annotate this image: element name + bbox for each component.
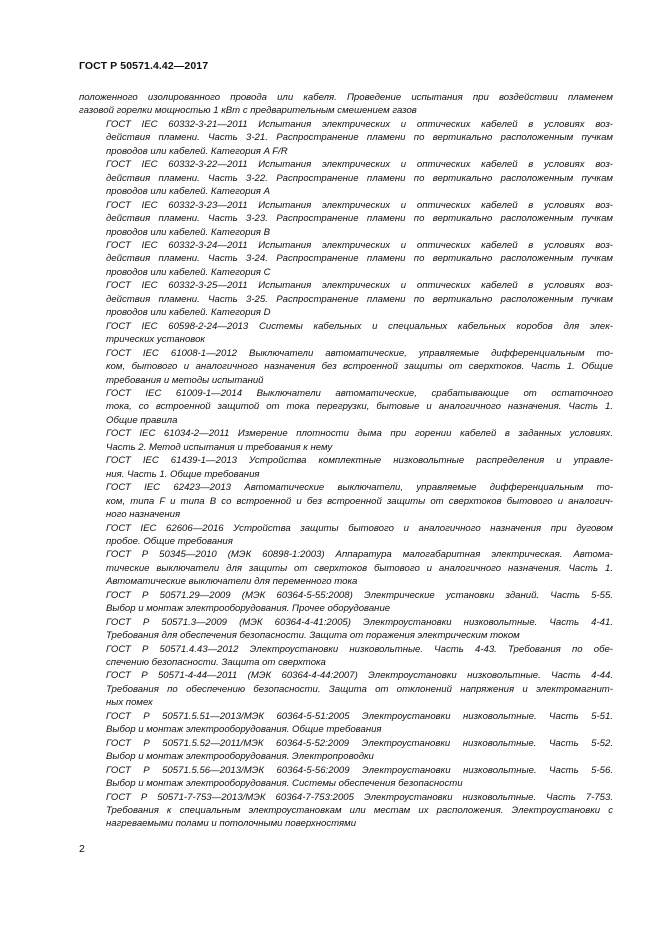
reference-text-line: ГОСТ IEC 60598-2-24—2013 Системы кабельных и специальных кабельных коробов для элек- xyxy=(106,320,613,332)
reference-entry xyxy=(79,279,613,319)
reference-entry xyxy=(79,481,613,521)
reference-entry xyxy=(79,347,613,387)
reference-text-line: тические выключатели для защиты от сверхтоков бытового и аналогичного назначения. Часть 1. xyxy=(106,562,613,574)
reference-entry xyxy=(79,669,613,709)
reference-text-line: ГОСТ IEC 60332-3-21—2011 Испытания электрических и оптических кабелей в условиях воз- xyxy=(106,118,613,130)
reference-entry xyxy=(79,427,613,454)
reference-entry xyxy=(79,548,613,588)
reference-text-line: Выбор и монтаж электрооборудования. Общие требования xyxy=(106,724,382,736)
reference-entry xyxy=(79,764,613,791)
reference-entry xyxy=(79,387,613,427)
reference-text-line: Требования для обеспечения безопасности. Защита от поражения электрическим током xyxy=(106,630,520,642)
reference-text-line: требования и методы испытаний xyxy=(106,374,264,386)
reference-entry xyxy=(79,158,613,198)
reference-entry xyxy=(79,737,613,764)
reference-text-line: ГОСТ IEC 61034-2—2011 Измерение плотности дыма при горении кабелей в заданных условиях. xyxy=(106,428,613,440)
reference-text-line: Выбор и монтаж электрооборудования. Системы обеспечения безопасности xyxy=(106,778,463,790)
reference-text-line: ГОСТ Р 50571-4-44—2011 (МЭК 60364-4-44:2007) Электроустановки низковольтные. Часть 4-44. xyxy=(106,670,613,682)
reference-text-line: ГОСТ IEC 60332-3-25—2011 Испытания электрических и оптических кабелей в условиях воз- xyxy=(106,280,613,292)
reference-text-line: проводов или кабелей. Категория A F/R xyxy=(106,145,288,157)
reference-text-line: проводов или кабелей. Категория С xyxy=(106,266,271,278)
reference-text-line: Требования к специальным электроустановкам или местам их расположения. Электроустановки с xyxy=(106,805,613,817)
reference-text-line: ГОСТ IEC 61439-1—2013 Устройства комплектные низковольтные распределения и управле- xyxy=(106,455,613,467)
reference-text-line: ГОСТ Р 50571.4.43—2012 Электроустановки низковольтные. Часть 4-43. Требования по обе- xyxy=(106,643,613,655)
reference-text-line: ГОСТ Р 50345—2010 (МЭК 60898-1:2003) Аппаратура малогабаритная электрическая. Автома- xyxy=(106,549,613,561)
reference-text-line: нагреваемыми полами и потолочными поверхностями xyxy=(106,818,357,830)
reference-text-line: Часть 2. Метод испытания и требования к нему xyxy=(106,441,333,453)
reference-entry xyxy=(79,710,613,737)
reference-text-line: проводов или кабелей. Категория В xyxy=(106,226,270,238)
normative-references-list xyxy=(79,91,613,831)
reference-text-line: трических установок xyxy=(106,334,205,346)
reference-text-line: ГОСТ IEC 61008-1—2012 Выключатели автоматические, управляемые дифференциальным то- xyxy=(106,347,613,359)
reference-text-line: Общие правила xyxy=(106,414,178,426)
reference-text-line: спечению безопасности. Защита от сверхтока xyxy=(106,657,326,669)
reference-entry xyxy=(79,643,613,670)
document-header: ГОСТ Р 50571.4.42—2017 xyxy=(79,60,209,72)
reference-text-line: действия пламени. Часть 3-24. Распространение пламени по вертикально расположенным пучкам xyxy=(106,253,613,265)
reference-entry xyxy=(79,791,613,831)
reference-text-line: проводов или кабелей. Категория А xyxy=(106,186,270,198)
reference-text-line: ГОСТ IEC 60332-3-22—2011 Испытания электрических и оптических кабелей в условиях воз- xyxy=(106,159,613,171)
reference-text-line: ных помех xyxy=(106,697,153,709)
reference-text-line: ГОСТ IEC 60332-3-23—2011 Испытания электрических и оптических кабелей в условиях воз- xyxy=(106,199,613,211)
reference-text-line: Выбор и монтаж электрооборудования. Электропроводки xyxy=(106,751,374,763)
reference-text-line: положенного изолированного провода или кабеля. Проведение испытания при воздействии пламенем xyxy=(79,92,613,103)
reference-text-line: ком, бытового и аналогичного назначения без встроенной защиты от сверхтоков. Часть 1. Общие xyxy=(106,361,613,373)
reference-text-line: ГОСТ IEC 61009-1—2014 Выключатели автоматические, срабатывающие от остаточного xyxy=(106,387,613,399)
reference-text-line: Выбор и монтаж электрооборудования. Прочее оборудование xyxy=(106,603,391,615)
reference-text-line: ГОСТ IEC 62606—2016 Устройства защиты бытового и аналогичного назначения при дуговом xyxy=(106,522,613,534)
reference-text-line: ГОСТ Р 50571.5.51—2013/МЭК 60364-5-51:2005 Электроустановки низковольтные. Часть 5-51. xyxy=(106,710,613,722)
reference-text-line: ком, типа F и типа В со встроенной и без встроенной защиты от сверхтоков бытового и аналогич- xyxy=(106,495,613,507)
reference-entry xyxy=(79,589,613,616)
reference-entry xyxy=(79,454,613,481)
reference-entry xyxy=(79,616,613,643)
reference-entry xyxy=(79,320,613,347)
reference-text-line: Автоматические выключатели для переменного тока xyxy=(106,576,358,588)
reference-text-line: ГОСТ Р 50571.29—2009 (МЭК 60364-5-55:2008) Электрические установки зданий. Часть 5-55. xyxy=(106,589,613,601)
reference-text-line: действия пламени. Часть 3-22. Распространение пламени по вертикально расположенным пучкам xyxy=(106,172,613,184)
reference-text-line: ГОСТ IEC 60332-3-24—2011 Испытания электрических и оптических кабелей в условиях воз- xyxy=(106,239,613,251)
reference-text-line: проводов или кабелей. Категория D xyxy=(106,307,271,319)
reference-entry xyxy=(79,239,613,279)
reference-entry xyxy=(79,199,613,239)
reference-entry xyxy=(79,118,613,158)
reference-text-line: тока, со встроенной защитой от тока перегрузки, бытовые и аналогичного назначения. Часть 1. xyxy=(106,401,613,413)
reference-text-line: действия пламени. Часть 3-21. Распространение пламени по вертикально расположенным пучкам xyxy=(106,132,613,144)
reference-text-line: ГОСТ IEC 62423—2013 Автоматические выключатели, управляемые дифференциальным то- xyxy=(106,482,613,494)
reference-text-line: ГОСТ Р 50571-7-753—2013/МЭК 60364-7-753:2005 Электроустановки низковольтные. Часть 7-753. xyxy=(106,791,613,803)
reference-text-line: газовой горелки мощностью 1 кВт с предварительным смешением газов xyxy=(79,105,417,117)
reference-text-line: ГОСТ Р 50571.3—2009 (МЭК 60364-4-41:2005) Электроустановки низковольтные. Часть 4-41. xyxy=(106,616,613,628)
reference-text-line: Требования по обеспечению безопасности. Защита от отклонений напряжения и электромагнит- xyxy=(106,683,613,695)
reference-text-line: ния. Часть 1. Общие требования xyxy=(106,468,260,480)
reference-text-line: пробое. Общие требования xyxy=(106,535,233,547)
reference-text-line: ГОСТ Р 50571.5.52—2011/МЭК 60364-5-52:2009 Электроустановки низковольтные. Часть 5-52. xyxy=(106,737,613,749)
reference-text-line: ного назначения xyxy=(106,509,181,521)
reference-entry xyxy=(79,522,613,549)
reference-text-line: ГОСТ Р 50571.5.56—2013/МЭК 60364-5-56:2009 Электроустановки низковольтные. Часть 5-56. xyxy=(106,764,613,776)
page-number: 2 xyxy=(79,843,85,855)
reference-text-line: действия пламени. Часть 3-23. Распространение пламени по вертикально расположенным пучкам xyxy=(106,213,613,225)
reference-entry xyxy=(79,91,613,118)
reference-text-line: действия пламени. Часть 3-25. Распространение пламени по вертикально расположенным пучкам xyxy=(106,293,613,305)
